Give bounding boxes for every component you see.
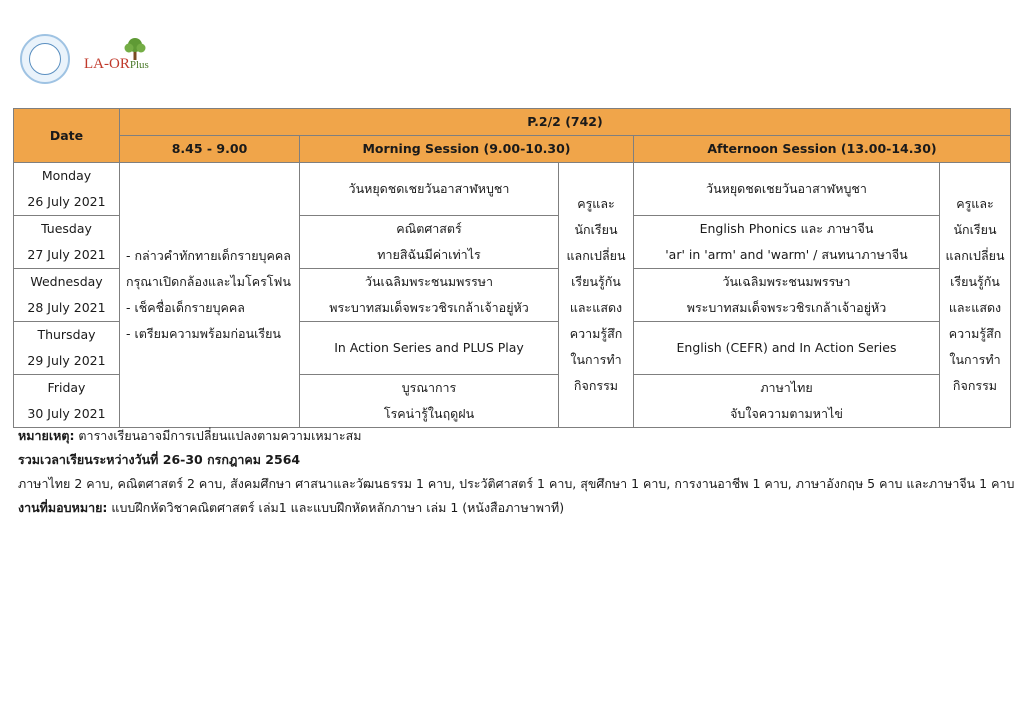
summary-title: รวมเวลาเรียนระหว่างวันที่ 26-30 กรกฎาคม 2564: [18, 452, 301, 467]
afternoon-header: Afternoon Session (13.00-14.30): [634, 136, 1011, 163]
class-header: P.2/2 (742): [120, 109, 1011, 136]
morning-cell: คณิตศาสตร์ ทายสิฉันมีค่าเท่าไร: [300, 216, 559, 269]
date-cell: Monday 26 July 2021: [14, 163, 120, 216]
morning-cell: วันเฉลิมพระชนมพรรษา พระบาทสมเด็จพระวชิรเกล้าเจ้าอยู่หัว: [300, 269, 559, 322]
date-header: Date: [14, 109, 120, 163]
remark-line: หมายเหตุ: ตารางเรียนอาจมีการเปลี่ยนแปลงตามความเหมาะสม: [18, 428, 362, 443]
table-row: [14, 163, 1011, 216]
header-logos: [20, 34, 174, 84]
school-seal-icon: [20, 34, 70, 84]
exchange-cell-morning: ครูและ นักเรียน แลกเปลี่ยน เรียนรู้กัน และแสดง ความรู้สึก ในการทำ กิจกรรม: [559, 163, 634, 428]
morning-cell: บูรณาการ โรคน่ารู้ในฤดูฝน: [300, 375, 559, 428]
homeroom-cell: - กล่าวคำทักทายเด็กรายบุคคล กรุณาเปิดกล้องและไมโครโฟน - เช็คชื่อเด็กรายบุคคล - เตรียมความพร้อมก่อนเรียน: [120, 163, 300, 428]
afternoon-cell: English Phonics และ ภาษาจีน 'ar' in 'arm' and 'warm' / สนทนาภาษาจีน: [634, 216, 940, 269]
afternoon-cell: วันหยุดชดเชยวันอาสาฬหบูชา: [634, 163, 940, 216]
time-header: 8.45 - 9.00: [120, 136, 300, 163]
la-or-plus-logo: LA-ORPlus: [84, 36, 174, 82]
date-cell: Friday 30 July 2021: [14, 375, 120, 428]
morning-cell: วันหยุดชดเชยวันอาสาฬหบูชา: [300, 163, 559, 216]
date-cell: Wednesday 28 July 2021: [14, 269, 120, 322]
date-cell: Tuesday 27 July 2021: [14, 216, 120, 269]
afternoon-cell: ภาษาไทย จับใจความตามหาไข่: [634, 375, 940, 428]
morning-header: Morning Session (9.00-10.30): [300, 136, 634, 163]
exchange-cell-afternoon: ครูและ นักเรียน แลกเปลี่ยน เรียนรู้กัน และแสดง ความรู้สึก ในการทำ กิจกรรม: [940, 163, 1011, 428]
afternoon-cell: วันเฉลิมพระชนมพรรษา พระบาทสมเด็จพระวชิรเกล้าเจ้าอยู่หัว: [634, 269, 940, 322]
morning-cell: In Action Series and PLUS Play: [300, 322, 559, 375]
afternoon-cell: English (CEFR) and In Action Series: [634, 322, 940, 375]
date-cell: Thursday 29 July 2021: [14, 322, 120, 375]
schedule-table: [13, 108, 1011, 428]
notes-section: [18, 424, 1014, 520]
assignment-line: งานที่มอบหมาย: แบบฝึกหัดวิชาคณิตศาสตร์ เล่ม1 และแบบฝึกหัดหลักภาษา เล่ม 1 (หนังสือภาษาพาที): [18, 500, 565, 515]
summary-text: ภาษาไทย 2 คาบ, คณิตศาสตร์ 2 คาบ, สังคมศึกษา ศาสนาและวัฒนธรรม 1 คาบ, ประวัติศาสตร์ 1 คาบ, สุขศึกษา 1 คาบ, การงานอาชีพ 1 คาบ, ภาษาอังกฤษ 5 คาบ และภาษาจีน 1 คาบ: [18, 476, 1015, 491]
